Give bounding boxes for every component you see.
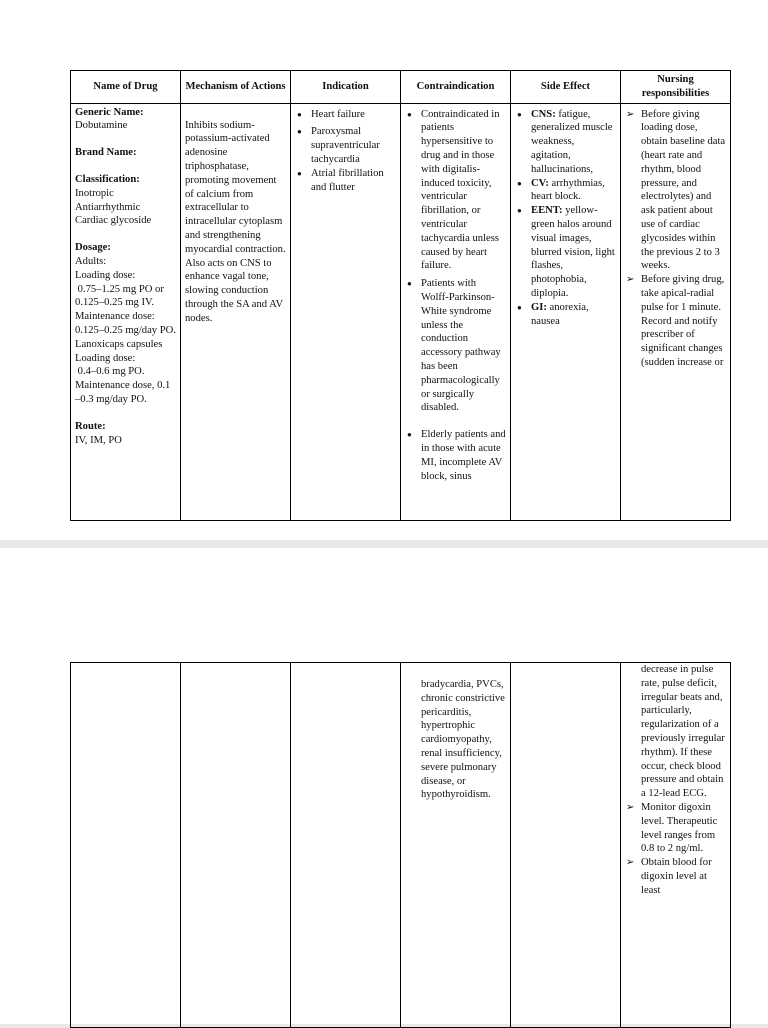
header-name-of-drug: Name of Drug [71,71,181,104]
dosage-line: Maintenance dose, 0.1 –0.3 mg/day PO. [75,380,171,405]
indication-cell [291,103,401,520]
classification-label: Classification: [75,173,140,185]
side-effect-text: yellow-green halos around visual images, blurred vision, light flashes, photophobia, diplopia. [531,205,615,299]
list-item: ➢ Obtain blood for digoxin level at least [641,856,726,897]
table-row [71,663,731,1028]
list-item [531,108,616,177]
drug-study-table [70,70,731,521]
classification-item: Inotropic [75,187,114,199]
list-item: ➢ Before giving loading dose, obtain baseline data (heart rate and rhythm, blood pressure, and electrolytes) and ask patient about use of cardiac glycosides within the previous 2 to 3 weeks. [641,108,726,274]
nursing-list [625,108,726,370]
classification-item: Antiarrhythmic [75,201,141,213]
list-item: ➢ Before giving drug, take apical-radial pulse for 1 minute. Record and notify prescriber of significant changes (sudden increase or [641,273,726,370]
mechanism-text: Inhibits sodium-potassium-activated adenosine triphosphatase, promoting movement of calcium from extracellular to intracellular cytoplasm and strengthening myocardial contraction. Also acts on CNS to enhance vagal tone, slowing conduction through the SA and AV nodes. [185,119,286,324]
dosage-label: Dosage: [75,242,111,254]
contraindication-continued: bradycardia, PVCs, chronic constrictive pericarditis, hypertrophic cardiomyopathy, renal insufficiency, severe pulmonary disease, or hypothyroidism. [421,679,505,801]
generic-name-label: Generic Name: [75,106,144,118]
list-item [531,177,616,205]
dosage-line: Lanoxicaps capsules [75,338,163,350]
nursing-cell [621,663,731,1028]
header-contraindication: Contraindication [401,71,511,104]
table-header-row [71,71,731,104]
list-item: ● Paroxysmal supraventricular tachycardia [311,125,396,166]
dosage-line: Adults: [75,255,107,267]
dosage-line: Maintenance dose: 0.125–0.25 mg/day PO. [75,311,176,336]
route-value: IV, IM, PO [75,434,122,446]
name-of-drug-cell [71,103,181,520]
side-effect-cell [511,663,621,1028]
list-item: ● Contraindicated in patients hypersensitive to drug and in those with digitalis-induced toxicity, ventricular fibrillation, or ventricular tachycardia unless caused by heart failure. [421,108,506,274]
side-effect-label: CV: [531,177,549,189]
indication-list [295,108,396,195]
list-item: ➢ Monitor digoxin level. Therapeutic level ranges from 0.8 to 2 ng/ml. [641,801,726,856]
dosage-line: Loading dose: [75,352,136,364]
list-item [531,301,616,329]
mechanism-cell [181,103,291,520]
dosage-line: 0.75–1.25 mg PO or 0.125–0.25 mg IV. [75,283,167,309]
header-side-effect: Side Effect [511,71,621,104]
brand-name-label: Brand Name: [75,147,137,159]
header-nursing: Nursing responsibilities [621,71,731,104]
list-item: ● Elderly patients and in those with acute MI, incomplete AV block, sinus [421,428,506,483]
contraindication-cell [401,663,511,1028]
route-label: Route: [75,420,106,432]
side-effect-list [515,108,616,329]
mechanism-cell [181,663,291,1028]
name-of-drug-cell [71,663,181,1028]
side-effect-text: anorexia, nausea [531,301,589,327]
list-item: ● Heart failure [311,108,396,122]
dosage-line: Loading dose: [75,269,136,281]
contraindication-list [405,108,506,484]
side-effect-label: CNS: [531,108,556,120]
side-effect-text: fatigue, generalized muscle weakness, agitation, hallucinations, [531,108,613,175]
list-item [531,204,616,301]
table-row [71,103,731,520]
list-item: ● Atrial fibrillation and flutter [311,167,396,195]
nursing-list [625,801,726,898]
contraindication-cell [401,103,511,520]
indication-cell [291,663,401,1028]
side-effect-label: EENT: [531,205,563,217]
side-effect-text: arrhythmias, heart block. [531,177,605,203]
generic-name: Dobutamine [75,120,128,132]
document-page-2 [0,548,768,1024]
classification-item: Cardiac glycoside [75,215,152,227]
header-indication: Indication [291,71,401,104]
nursing-continued: decrease in pulse rate, pulse deficit, irregular beats and, particularly, regularization of a previously irregular rhythm). If these occur, check blood pressure and obtain a 12-lead ECG. [641,664,725,800]
drug-study-table-continued [70,662,731,1028]
side-effect-cell [511,103,621,520]
header-mechanism: Mechanism of Actions [181,71,291,104]
nursing-cell [621,103,731,520]
dosage-line: 0.4–0.6 mg PO. [75,366,145,378]
list-item: ● Patients with Wolff-Parkinson-White syndrome unless the conduction accessory pathway has been pharmacologically or surgically disabled. [421,277,506,415]
side-effect-label: GI: [531,301,547,313]
